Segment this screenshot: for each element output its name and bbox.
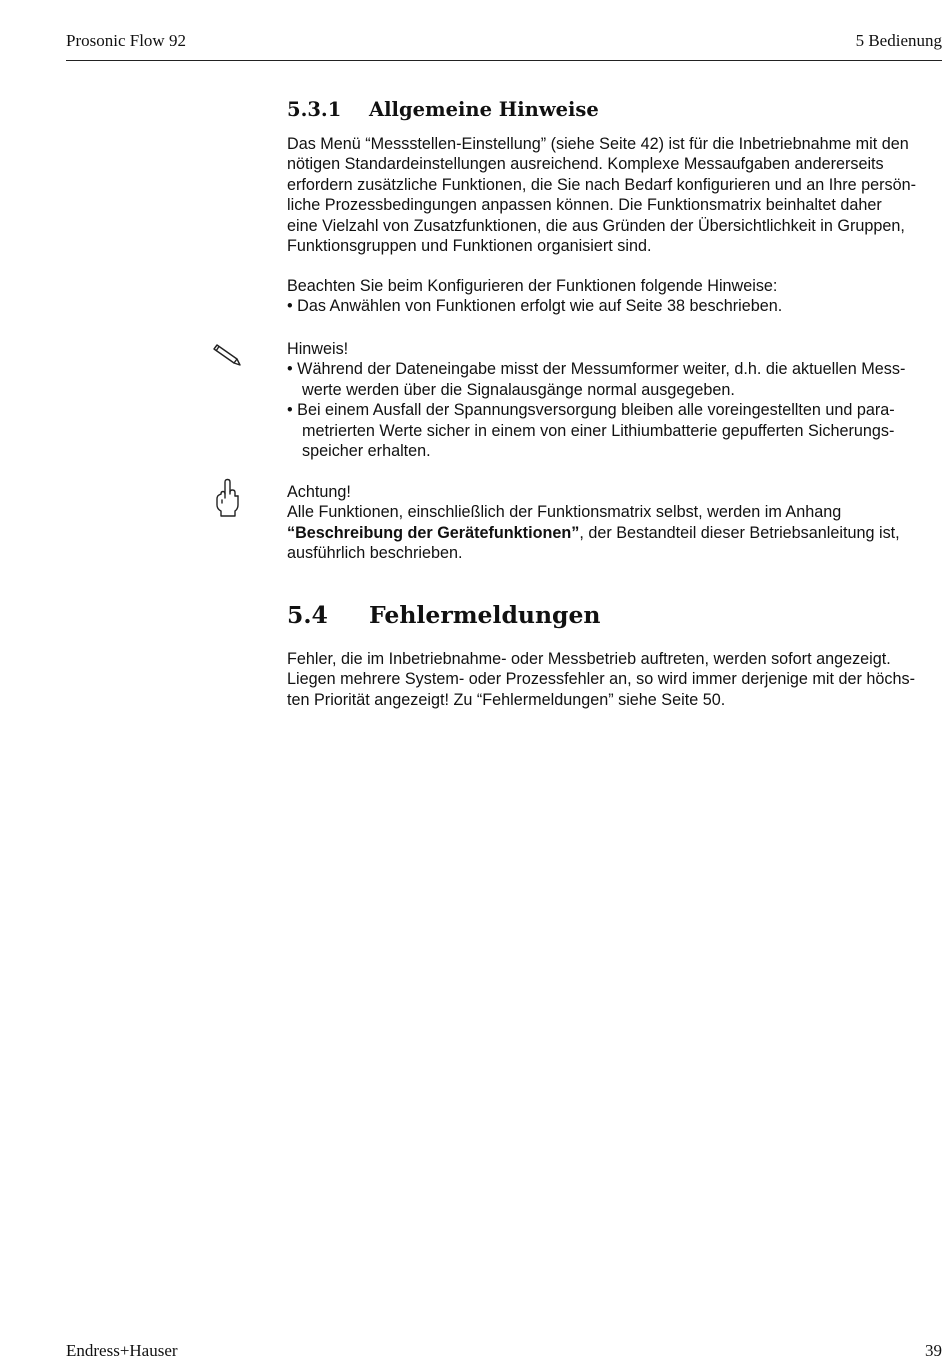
note-block bbox=[287, 339, 942, 461]
text-line: Liegen mehrere System- oder Prozessfehler an, so wird immer derjenige mit der höchs- bbox=[287, 670, 915, 689]
footer-brand: Endress+Hauser bbox=[66, 1341, 178, 1360]
config-hints-paragraph bbox=[287, 276, 942, 317]
page-header bbox=[66, 30, 942, 61]
intro-paragraph bbox=[287, 134, 942, 256]
pointing-hand-icon bbox=[212, 478, 244, 518]
manual-reference: “Beschreibung der Gerätefunktionen” bbox=[287, 523, 580, 542]
section-title: Fehlermeldungen bbox=[369, 601, 601, 629]
section-heading-5-3-1 bbox=[287, 98, 599, 121]
list-item bbox=[287, 359, 942, 400]
text-line: liche Prozessbedingungen anpassen können. Die Funktionsmatrix beinhaltet daher bbox=[287, 196, 882, 215]
list-item bbox=[287, 400, 942, 461]
text-line: Funktionsgruppen und Funktionen organisiert sind. bbox=[287, 237, 652, 256]
text-line: Fehler, die im Inbetriebnahme- oder Messbetrieb auftreten, werden sofort angezeigt. bbox=[287, 650, 891, 668]
section-number: 5.3.1 bbox=[287, 98, 342, 121]
pencil-icon bbox=[210, 342, 242, 368]
note-heading: Hinweis! bbox=[287, 340, 349, 358]
text-line: Beachten Sie beim Konfigurieren der Funktionen folgende Hinweise: bbox=[287, 277, 778, 295]
text-line: Das Menü “Messstellen-Einstellung” (siehe Seite 42) ist für die Inbetriebnahme mit den bbox=[287, 135, 909, 153]
text-line: • Bei einem Ausfall der Spannungsversorgung bleiben alle voreingestellten und para- bbox=[287, 401, 895, 420]
caution-heading: Achtung! bbox=[287, 483, 351, 501]
header-chapter-title: 5 Bedienung bbox=[855, 31, 942, 50]
list-item: • Das Anwählen von Funktionen erfolgt wie auf Seite 38 beschrieben. bbox=[287, 297, 783, 316]
text-line: eine Vielzahl von Zusatzfunktionen, die aus Gründen der Übersichtlichkeit in Gruppen, bbox=[287, 216, 905, 235]
text-line-rest: , der Bestandteil dieser Betriebsanleitung ist, bbox=[579, 523, 900, 542]
error-messages-paragraph bbox=[287, 649, 942, 710]
page-number: 39 bbox=[925, 1341, 942, 1360]
section-heading-5-4 bbox=[287, 601, 601, 629]
text-line: werte werden über die Signalausgänge normal ausgegeben. bbox=[302, 380, 735, 399]
text-line bbox=[287, 523, 942, 543]
text-line: speicher erhalten. bbox=[302, 442, 431, 461]
section-title: Allgemeine Hinweise bbox=[369, 98, 599, 121]
text-line: • Während der Dateneingabe misst der Messumformer weiter, d.h. die aktuellen Mess- bbox=[287, 360, 906, 379]
text-line: Alle Funktionen, einschließlich der Funktionsmatrix selbst, werden im Anhang bbox=[287, 503, 842, 522]
text-line: ten Priorität angezeigt! Zu “Fehlermeldungen” siehe Seite 50. bbox=[287, 690, 726, 709]
text-line: nötigen Standardeinstellungen ausreichend. Komplexe Messaufgaben andererseits bbox=[287, 155, 884, 174]
text-line: ausführlich beschrieben. bbox=[287, 544, 463, 563]
header-document-title: Prosonic Flow 92 bbox=[66, 31, 186, 50]
caution-block bbox=[287, 482, 942, 564]
text-line: metrierten Werte sicher in einem von einer Lithiumbatterie gepufferten Sicherungs- bbox=[302, 421, 895, 440]
section-number: 5.4 bbox=[287, 601, 328, 629]
text-line: erfordern zusätzliche Funktionen, die Sie nach Bedarf konfigurieren und an Ihre persön- bbox=[287, 175, 916, 194]
